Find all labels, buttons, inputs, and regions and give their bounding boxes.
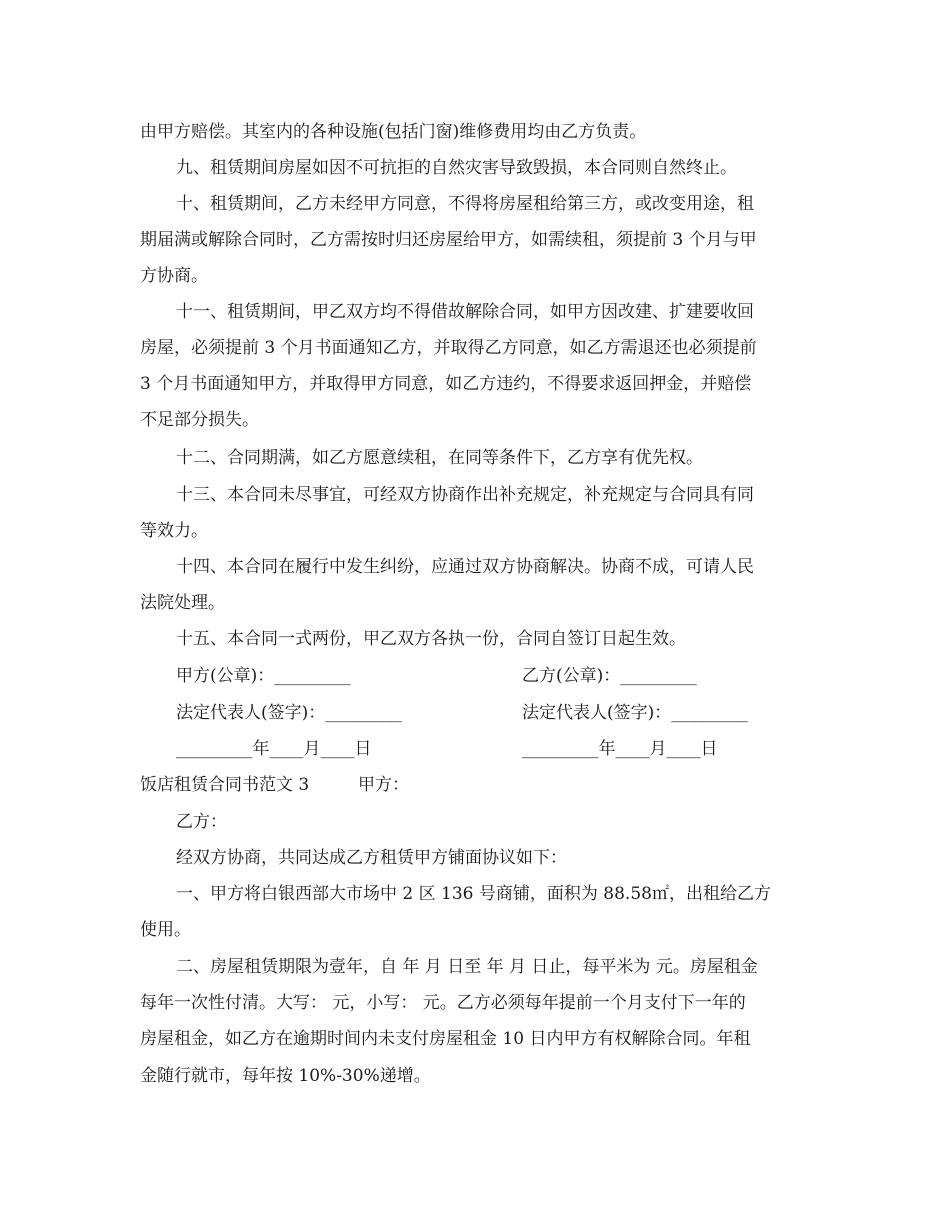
- party-a-date: _________年____月____日: [176, 739, 372, 759]
- clause-14-line: 法院处理。: [140, 593, 225, 613]
- clause-15: 十五、本合同一式两份，甲乙双方各执一份，合同自签订日起生效。: [176, 629, 686, 649]
- clause-10-line: 期届满或解除合同时，乙方需按时归还房屋给甲方，如需续租，须提前 3 个月与甲: [140, 230, 757, 250]
- clause-2-line: 金随行就市，每年按 10%-30%递增。: [140, 1066, 431, 1086]
- clause-14-line: 十四、本合同在履行中发生纠纷，应通过双方协商解决。协商不成，可请人民: [176, 557, 754, 577]
- clause-11-line: 十一、租赁期间，甲乙双方均不得借故解除合同，如甲方因改建、扩建要收回: [176, 302, 754, 322]
- clause-11-line: 3 个月书面通知甲方，并取得甲方同意，如乙方违约，不得要求返回押金，并赔偿: [140, 374, 752, 394]
- section-intro: 经双方协商，共同达成乙方租赁甲方铺面协议如下：: [176, 848, 567, 868]
- section-heading: 饭店租赁合同书范文 3: [140, 775, 310, 795]
- clause-10-line: 十、租赁期间，乙方未经甲方同意，不得将房屋租给第三方，或改变用途，租: [176, 194, 754, 214]
- section-party-b: 乙方：: [176, 812, 227, 832]
- clause-2-line: 二、房屋租赁期限为壹年，自 年 月 日至 年 月 日止，每平米为 元。房屋租金: [176, 957, 758, 977]
- clause-9: 九、租赁期间房屋如因不可抗拒的自然灾害导致毁损，本合同则自然终止。: [176, 158, 737, 178]
- clause-11-line: 不足部分损失。: [140, 410, 259, 430]
- clause-11-line: 房屋，必须提前 3 个月书面通知乙方，并取得乙方同意，如乙方需退还也必须提前: [140, 338, 757, 358]
- clause-10-line: 方协商。: [140, 266, 208, 286]
- party-a-representative: 法定代表人(签字)：_________: [176, 703, 402, 723]
- clause-12: 十二、合同期满，如乙方愿意续租，在同等条件下，乙方享有优先权。: [176, 448, 703, 468]
- clause-13-line: 等效力。: [140, 521, 208, 541]
- clause-1-line: 使用。: [140, 920, 191, 940]
- party-b-seal: 乙方(公章)：_________: [522, 666, 697, 686]
- clause-2-line: 房屋租金，如乙方在逾期时间内未支付房屋租金 10 日内甲方有权解除合同。年租: [140, 1029, 751, 1049]
- section-party-a: 甲方：: [358, 775, 409, 795]
- clause-13-line: 十三、本合同未尽事宜，可经双方协商作出补充规定，补充规定与合同具有同: [176, 485, 754, 505]
- paragraph-line: 由甲方赔偿。其室内的各种设施(包括门窗)维修费用均由乙方负责。: [140, 122, 647, 142]
- party-b-representative: 法定代表人(签字)：_________: [522, 703, 748, 723]
- party-a-seal: 甲方(公章)：_________: [176, 666, 351, 686]
- party-b-date: _________年____月____日: [522, 739, 718, 759]
- clause-1-line: 一、甲方将白银西部大市场中 2 区 136 号商铺，面积为 88.58㎡，出租给乙方: [176, 884, 771, 904]
- clause-2-line: 每年一次性付清。大写： 元，小写： 元。乙方必须每年提前一个月支付下一年的: [140, 993, 746, 1013]
